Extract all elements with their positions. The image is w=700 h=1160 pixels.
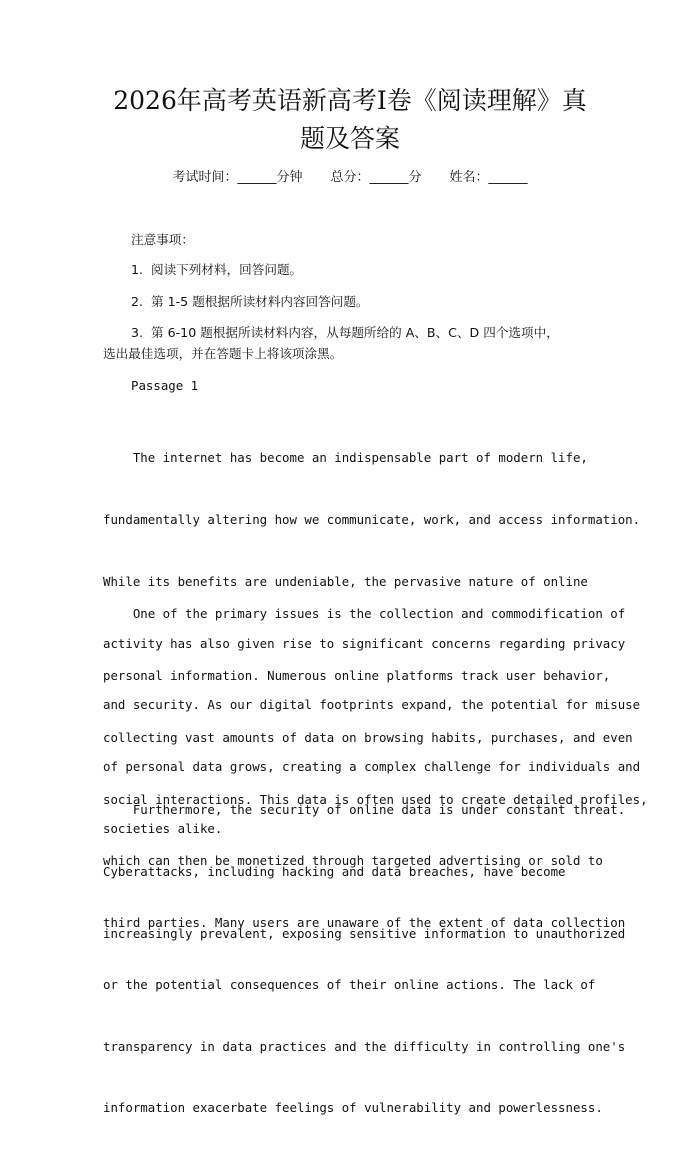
paragraph-line: Cyberattacks, including hacking and data breaches, have become — [103, 863, 566, 879]
document-title — [80, 82, 620, 158]
paragraph-line: collecting vast amounts of data on browsing habits, purchases, and even — [103, 729, 633, 745]
exam-meta — [0, 168, 700, 188]
paragraph-line: fundamentally altering how we communicate, work, and access information. — [103, 511, 641, 527]
exam-time: 考试时间：______分钟 — [172, 170, 303, 185]
notice-item-3: 3. 第 6-10 题根据所读材料内容，从每题所给的 A、B、C、D 四个选项中， — [131, 325, 559, 340]
paragraph-line: increasingly prevalent, exposing sensitive information to unauthorized — [103, 925, 626, 941]
paragraph-line: societies alike. — [103, 820, 223, 836]
paragraph-line: While its benefits are undeniable, the pervasive nature of online — [103, 573, 588, 589]
passage-label: Passage 1 — [131, 378, 199, 393]
notice-item-1: 1. 阅读下列材料，回答问题。 — [131, 262, 303, 277]
paragraph-line: of personal data grows, creating a complex challenge for individuals and — [103, 759, 641, 775]
paragraph-line: activity has also given rise to significant concerns regarding privacy — [103, 635, 626, 651]
student-name: 姓名：______ — [449, 170, 528, 185]
paragraph-line: social interactions. This data is often used to create detailed profiles, — [103, 791, 648, 807]
title-line-2: 题及答案 — [299, 124, 400, 153]
notice-item-3-cont: 选出最佳选项，并在答题卡上将该项涂黑。 — [103, 346, 343, 361]
paragraph-line: transparency in data practices and the difficulty in controlling one's — [103, 1038, 626, 1054]
paragraph-line: One of the primary issues is the collection and commodification of — [103, 606, 626, 622]
exam-score: 总分：______分 — [330, 170, 422, 185]
paragraph-line: information exacerbate feelings of vulnerability and powerlessness. — [103, 1100, 603, 1116]
paragraph-3 — [103, 759, 648, 986]
paragraph-line: or the potential consequences of their online actions. The lack of — [103, 976, 596, 992]
paragraph-line: The internet has become an indispensable part of modern life, — [103, 450, 588, 466]
notice-item-2: 2. 第 1-5 题根据所读材料内容回答问题。 — [131, 294, 369, 309]
paragraph-line: Furthermore, the security of online data is under constant threat. — [103, 802, 626, 818]
paragraph-line: third parties. Many users are unaware of the extent of data collection — [103, 915, 626, 931]
paragraph-line: and security. As our digital footprints expand, the potential for misuse — [103, 697, 641, 713]
paragraph-line: which can then be monetized through targeted advertising or sold to — [103, 853, 603, 869]
notice-heading: 注意事项： — [131, 232, 194, 247]
paragraph-line: personal information. Numerous online platforms track user behavior, — [103, 667, 611, 683]
title-line-1: 2026年高考英语新高考Ⅰ卷《阅读理解》真 — [113, 86, 587, 115]
